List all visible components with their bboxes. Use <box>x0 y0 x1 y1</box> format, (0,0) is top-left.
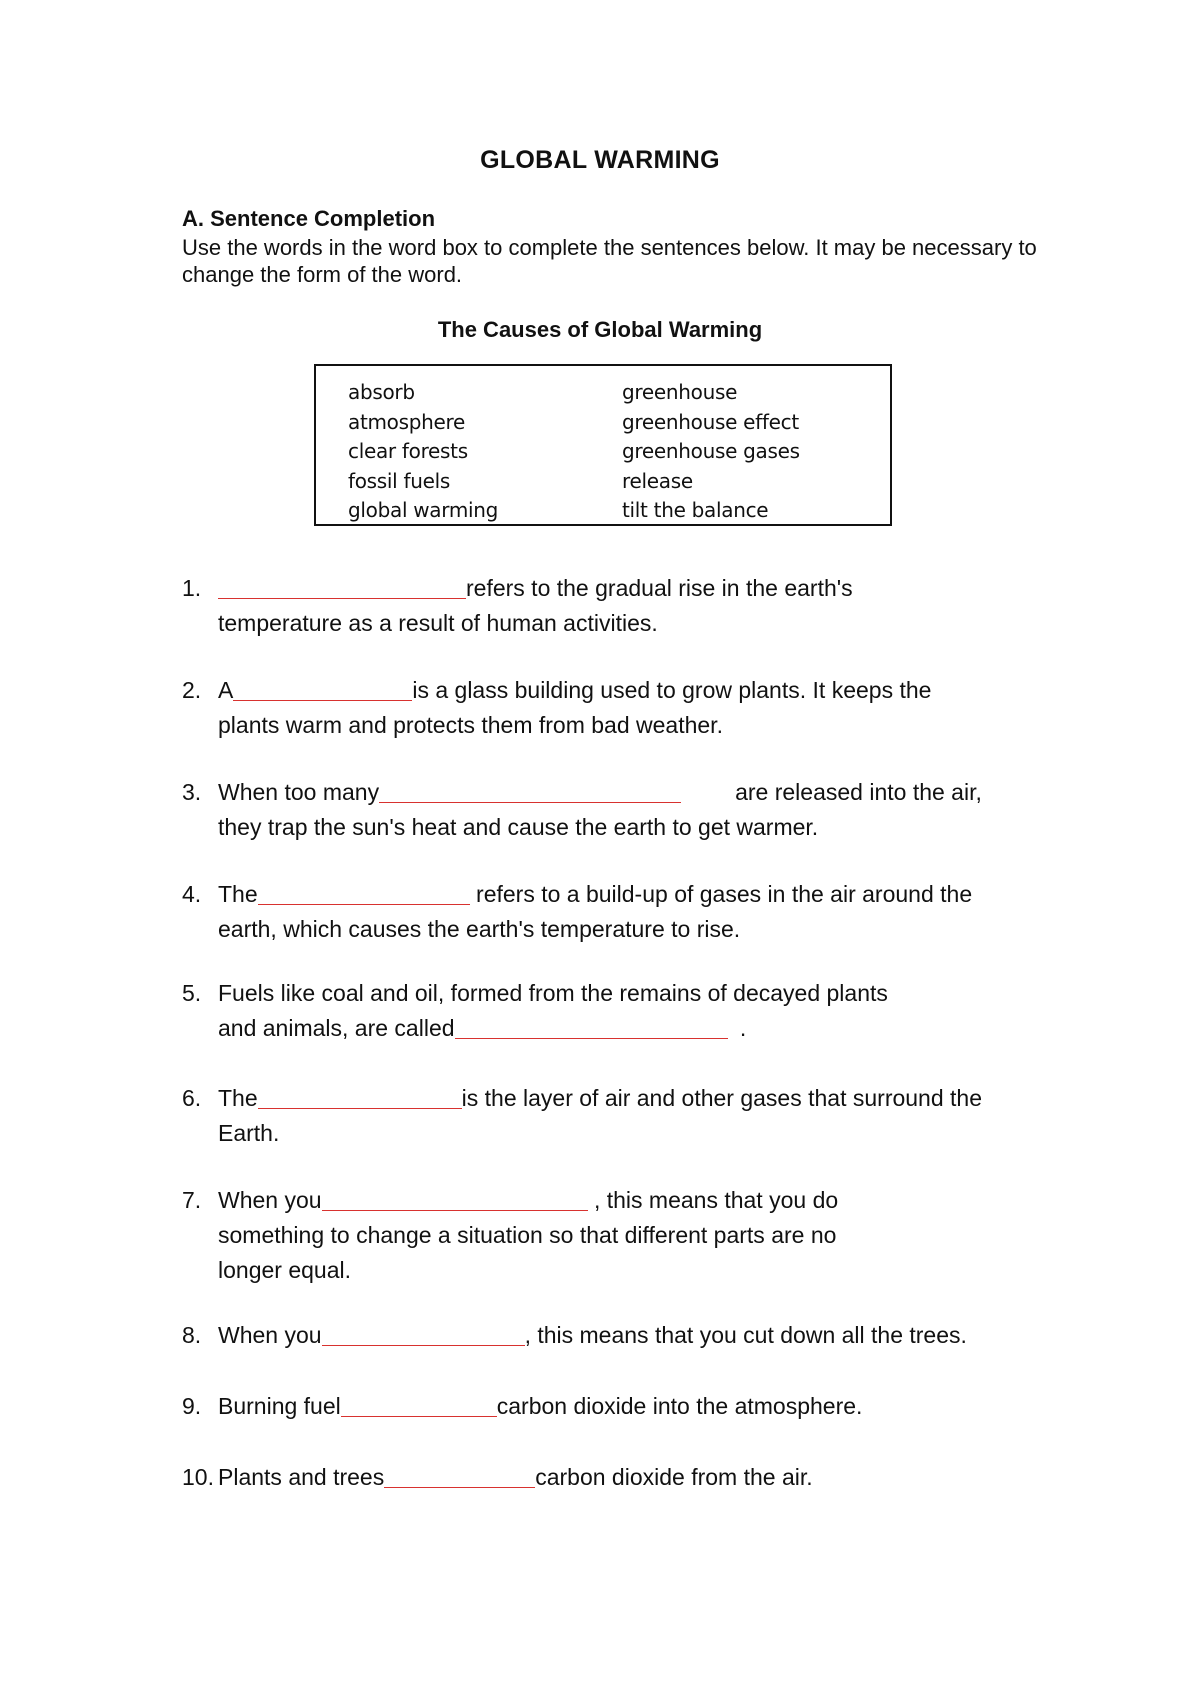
word-column-left <box>348 378 498 526</box>
answer-blank[interactable] <box>322 1321 525 1346</box>
question-text: The <box>218 1085 258 1111</box>
answer-blank[interactable] <box>455 1014 728 1039</box>
question-text: carbon dioxide into the atmosphere. <box>496 1393 863 1419</box>
answer-blank[interactable] <box>384 1463 535 1488</box>
question-text: Burning fuel <box>218 1393 341 1419</box>
page-title: GLOBAL WARMING <box>480 146 720 174</box>
answer-blank[interactable] <box>322 1186 588 1211</box>
question-text: , this means that you cut down all the trees. <box>524 1322 967 1348</box>
question-text: Plants and trees <box>218 1464 385 1490</box>
question-text: temperature as a result of human activities. <box>218 610 658 636</box>
answer-blank[interactable] <box>379 778 681 803</box>
question-text: they trap the sun's heat and cause the earth to get warmer. <box>218 814 819 840</box>
word-item: tilt the balance <box>622 498 769 522</box>
question-text: When too many <box>218 779 380 805</box>
question-text: something to change a situation so that different parts are no <box>218 1222 837 1248</box>
question-text: When you <box>218 1187 322 1213</box>
word-item: greenhouse gases <box>622 439 800 463</box>
question-number: 1. <box>182 575 202 601</box>
question-text: plants warm and protects them from bad weather. <box>218 712 723 738</box>
question-text: longer equal. <box>218 1257 351 1283</box>
question-text: Earth. <box>218 1120 280 1146</box>
question-text: The <box>218 881 258 907</box>
question-text: refers to a build-up of gases in the air around the <box>469 881 973 907</box>
question-text: carbon dioxide from the air. <box>535 1464 813 1490</box>
word-item: atmosphere <box>348 409 466 434</box>
question-text: , this means that you do <box>587 1187 839 1213</box>
word-item: release <box>622 468 693 493</box>
word-column-right <box>622 378 800 526</box>
word-item: absorb <box>348 380 415 404</box>
instructions-text: Use the words in the word box to complete the sentences below. It may be necessary to change the form of the word. <box>182 235 1037 287</box>
question-number: 5. <box>182 980 202 1006</box>
question-text: is the layer of air and other gases that surround the <box>461 1085 983 1111</box>
word-item: greenhouse effect <box>622 409 799 434</box>
word-item: clear forests <box>348 439 468 463</box>
answer-blank[interactable] <box>341 1392 497 1417</box>
answer-blank[interactable] <box>218 574 466 599</box>
word-box-title: The Causes of Global Warming <box>437 317 763 342</box>
question-text: is a glass building used to grow plants. It keeps the <box>412 677 932 703</box>
word-item: fossil fuels <box>348 468 450 493</box>
question-text: When you <box>218 1322 322 1348</box>
question-text: earth, which causes the earth's temperature to rise. <box>218 916 741 942</box>
question-text: refers to the gradual rise in the earth's <box>466 575 853 601</box>
question-number: 9. <box>182 1393 202 1419</box>
word-item: greenhouse <box>622 380 738 404</box>
question-number: 8. <box>182 1322 202 1348</box>
answer-blank[interactable] <box>258 880 470 905</box>
question-text: are released into the air, <box>735 779 982 805</box>
question-number: 7. <box>182 1187 202 1213</box>
section-heading: A. Sentence Completion <box>182 206 436 231</box>
question-text: A <box>218 677 234 703</box>
question-text: . <box>733 1015 747 1041</box>
word-item: global warming <box>348 498 499 522</box>
question-text: and animals, are called <box>218 1015 455 1041</box>
answer-blank[interactable] <box>258 1084 462 1109</box>
question-number: 3. <box>182 779 202 805</box>
word-box <box>314 364 892 526</box>
answer-blank[interactable] <box>233 676 412 701</box>
question-number: 6. <box>182 1085 202 1111</box>
question-number: 4. <box>182 881 202 907</box>
question-number: 10. <box>182 1464 214 1490</box>
question-number: 2. <box>182 677 202 703</box>
question-text: Fuels like coal and oil, formed from the remains of decayed plants <box>218 980 888 1006</box>
